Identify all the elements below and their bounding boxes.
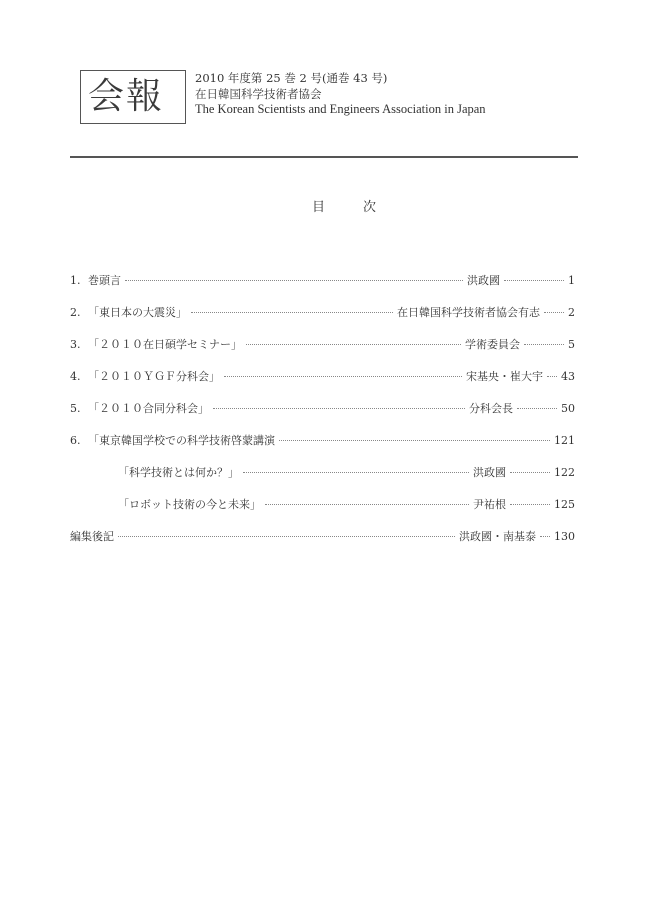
entry-page: 2 [568, 306, 575, 319]
toc-entry-4 [70, 368, 575, 384]
dot-leader [191, 312, 393, 313]
dot-leader [265, 504, 469, 505]
toc-entry-3 [70, 336, 575, 352]
entry-author: 洪政國・南基泰 [459, 530, 536, 543]
entry-author: 在日韓国科学技術者協会有志 [397, 306, 540, 319]
entry-page: 43 [561, 370, 575, 383]
entry-number: 2. [70, 306, 81, 319]
entry-page: 5 [568, 338, 575, 351]
entry-author: 洪政國 [473, 466, 506, 479]
dot-leader [118, 536, 455, 537]
dot-leader [246, 344, 461, 345]
dot-leader [547, 376, 557, 377]
entry-title: 「東京韓国学校での科学技術啓蒙講演 [88, 434, 275, 447]
dot-leader [279, 440, 550, 441]
toc-entry-editorial [70, 528, 575, 544]
dot-leader [504, 280, 564, 281]
entry-title: 編集後記 [70, 530, 114, 543]
entry-page: 130 [554, 530, 575, 543]
toc-entry-2 [70, 304, 575, 320]
entry-page: 125 [554, 498, 575, 511]
entry-title: 「ロボット技術の今と未来」 [118, 498, 261, 511]
entry-number: 6. [70, 434, 81, 447]
entry-title: 「２０１０ＹＧＦ分科会」 [88, 370, 220, 383]
entry-title: 「２０１０合同分科会」 [88, 402, 209, 415]
entry-page: 1 [568, 274, 575, 287]
entry-page: 121 [554, 434, 575, 447]
dot-leader [544, 312, 564, 313]
org-name-japanese: 在日韓国科学技術者協会 [195, 87, 322, 101]
dot-leader [540, 536, 550, 537]
entry-author: 宋基央・崔大宇 [466, 370, 543, 383]
toc-entry-6b [118, 496, 575, 512]
dot-leader [510, 504, 550, 505]
entry-author: 尹祐根 [473, 498, 506, 511]
toc-entry-6a [118, 464, 575, 480]
entry-number: 5. [70, 402, 81, 415]
org-name-english: The Korean Scientists and Engineers Association in Japan [195, 102, 486, 116]
header-rule [70, 156, 578, 158]
entry-page: 122 [554, 466, 575, 479]
logo-text: 会報 [88, 76, 165, 117]
dot-leader [243, 472, 469, 473]
toc-entry-1 [70, 272, 575, 288]
entry-page: 50 [561, 402, 575, 415]
issue-line: 2010 年度第 25 巻 2 号(通巻 43 号) [195, 71, 388, 85]
entry-number: 4. [70, 370, 81, 383]
dot-leader [517, 408, 557, 409]
entry-number: 3. [70, 338, 81, 351]
entry-number: 1. [70, 274, 81, 287]
entry-author: 学術委員会 [465, 338, 520, 351]
dot-leader [510, 472, 550, 473]
entry-author: 洪政國 [467, 274, 500, 287]
entry-title: 「東日本の大震災」 [88, 306, 187, 319]
entry-author: 分科会長 [469, 402, 513, 415]
entry-title: 巻頭言 [88, 274, 121, 287]
dot-leader [213, 408, 465, 409]
toc-entry-6 [70, 432, 575, 448]
dot-leader [125, 280, 463, 281]
dot-leader [524, 344, 564, 345]
dot-leader [224, 376, 462, 377]
entry-title: 「科学技術とは何か？」 [118, 466, 239, 479]
entry-title: 「２０１０在日碩学セミナー」 [88, 338, 242, 351]
toc-entry-5 [70, 400, 575, 416]
toc-title: 目次 [311, 200, 414, 215]
